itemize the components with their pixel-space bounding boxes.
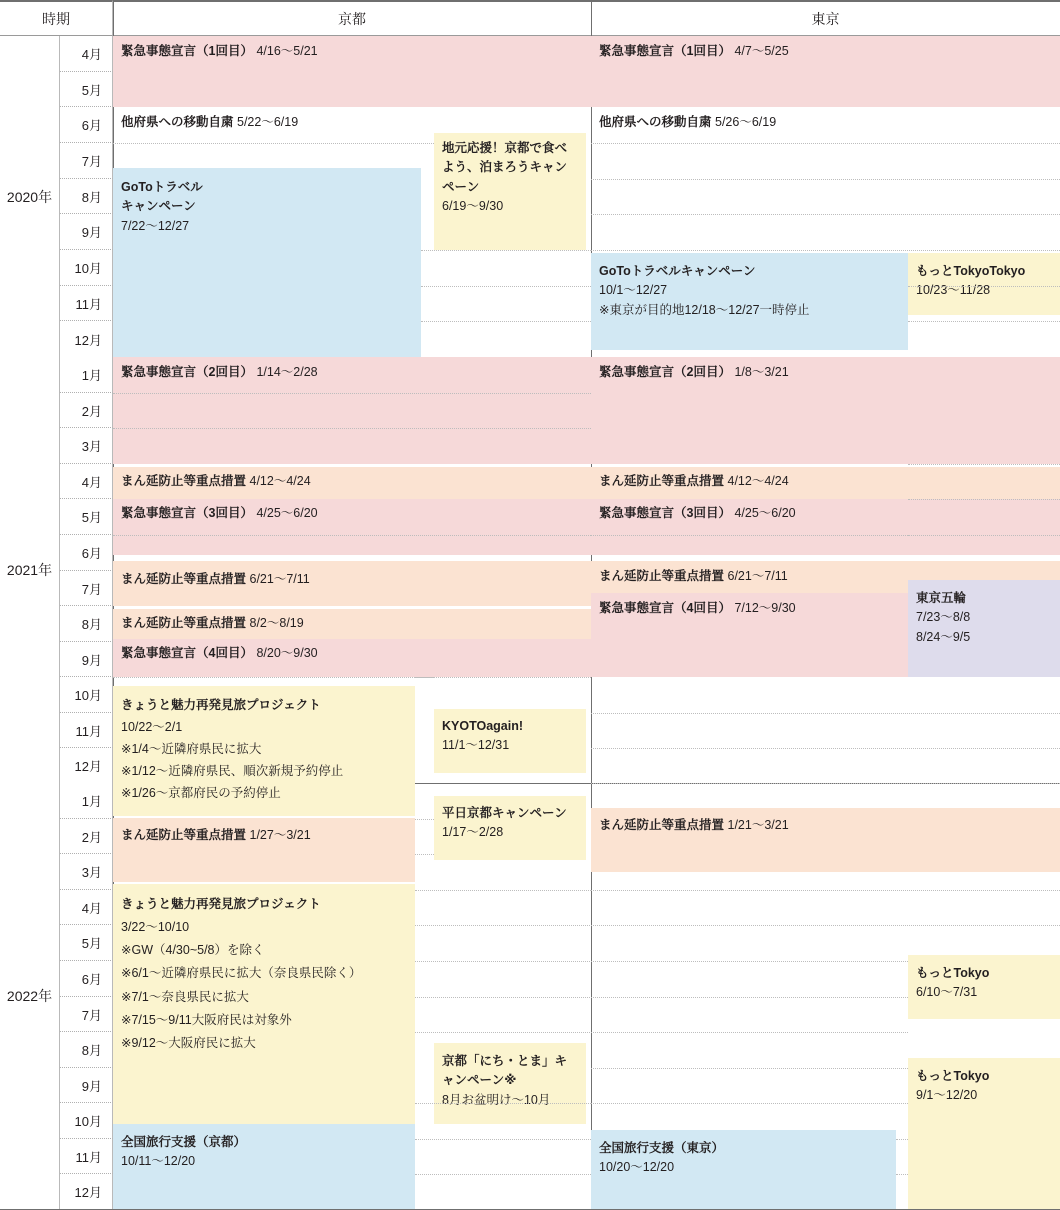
rowline-k-3 [421,321,591,322]
tokyo-event-emergency-1-detail: 4/7〜5/25 [734,44,789,58]
kyoto-event-emergency-1 [113,36,591,107]
kyoto-event-nichi-toma-detail: 8月お盆明け〜10月 [442,1092,551,1107]
rowline-t-6 [908,321,1060,322]
kyoto-event-local-support [434,133,586,250]
rowline-21-10 [113,677,591,678]
kyoto-event-miryoku-saihakken-2-note5: ※9/12〜大阪府民に拡大 [121,1035,256,1050]
rowline-t-2 [591,179,1060,180]
tokyo-event-olympics [908,580,1060,677]
month-2022-6: 6月 [60,961,113,997]
rowline-22-4b [591,890,1060,891]
kyoto-event-emergency-3-title: 緊急事態宣言（3回目） [121,506,253,520]
kyoto-event-emergency-2-detail: 1/14〜2/28 [256,365,318,379]
kyoto-event-zenkoku-shien [113,1124,415,1209]
year-label-2020: 2020年 [0,36,60,357]
kyoto-event-emergency-3 [113,499,591,555]
kyoto-event-emergency-2 [113,357,591,464]
tokyo-event-goto-travel-title: GoToトラベルキャンペーン [599,264,756,278]
kyoto-event-emergency-4-detail: 8/20〜9/30 [256,646,318,660]
tokyo-event-travel-restraint-title: 他府県への移動自粛 [599,115,712,129]
month-2020-5: 5月 [60,72,113,107]
kyoto-event-manbou-3 [113,609,591,639]
kyoto-event-heijitsu-kyoto [434,796,586,860]
rowline-21-11 [591,713,1060,714]
month-2022-9: 9月 [60,1068,113,1103]
tokyo-event-motto-tokyo-2-detail: 9/1〜12/20 [916,1088,978,1103]
rowline-22-12b [896,1174,908,1175]
month-2021-7: 7月 [60,571,113,606]
month-2020-4: 4月 [60,36,113,72]
kyoto-event-zenkoku-shien-title: 全国旅行支援（京都） [121,1135,247,1149]
rowline-22-5 [415,925,1060,926]
kyoto-event-heijitsu-kyoto-detail: 1/17〜2/28 [442,825,504,840]
year-label-2022: 2022年 [0,783,60,1209]
rowline-21-3 [113,428,591,429]
kyoto-event-goto-travel-detail: 7/22〜12/27 [121,218,190,233]
kyoto-event-zenkoku-shien-detail: 10/11〜12/20 [121,1154,196,1169]
rowline-22-10 [415,1103,591,1104]
month-2020-12: 12月 [60,321,113,357]
rowline-22-12 [415,1174,591,1175]
kyoto-event-manbou-4 [113,818,415,882]
tokyo-event-emergency-1 [591,36,1060,107]
header-tokyo: 東京 [591,0,1060,36]
tokyo-event-motto-tokyo-1-detail: 6/10〜7/31 [916,985,978,1000]
month-2022-3: 3月 [60,854,113,890]
rowline-21-10b [415,677,434,678]
kyoto-event-miryoku-saihakken-1-title: きょうと魅力再発見旅プロジェクト [121,698,321,712]
tokyo-event-emergency-2-detail: 1/8〜3/21 [734,365,789,379]
kyoto-event-manbou-2-title: まん延防止等重点措置 [121,572,247,586]
month-2022-5: 5月 [60,925,113,961]
kyoto-event-emergency-4-title: 緊急事態宣言（4回目） [121,646,253,660]
kyoto-event-goto-travel-title: GoToトラベル [121,180,203,194]
month-2022-12: 12月 [60,1174,113,1209]
rowline-21-6 [113,535,591,536]
kyoto-event-heijitsu-kyoto-title: 平日京都キャンペーン [442,806,567,820]
month-2021-1: 1月 [60,357,113,393]
kyoto-event-miryoku-saihakken-2 [113,884,415,1124]
month-2022-7: 7月 [60,997,113,1032]
kyoto-event-travel-restraint-detail: 5/22〜6/19 [237,115,299,129]
kyoto-event-emergency-1-detail: 4/16〜5/21 [256,44,318,58]
rowline-22-10b [591,1103,908,1104]
tokyo-event-emergency-2-title: 緊急事態宣言（2回目） [599,365,731,379]
month-2021-6: 6月 [60,535,113,571]
kyoto-event-miryoku-saihakken-1-note2: ※1/12〜近隣府県民、順次新規予約停止 [121,763,344,778]
kyoto-event-miryoku-saihakken-1-note3: ※1/26〜京都府民の予約停止 [121,785,281,800]
month-2021-12: 12月 [60,748,113,783]
kyoto-event-manbou-1 [113,467,591,499]
rowline-22-11b [896,1139,908,1140]
tokyo-event-motto-tokyo-tokyo-detail: 10/23〜11/28 [916,283,991,298]
tokyo-event-emergency-4-detail: 7/12〜9/30 [734,601,796,615]
kyoto-event-miryoku-saihakken-2-note2: ※6/1〜近隣府県民に拡大（奈良県民除く） [121,966,362,981]
tokyo-event-olympics-detail: 7/23〜8/8 [916,610,971,625]
tokyo-event-motto-tokyo-tokyo-title: もっとTokyoTokyo [916,264,1026,278]
tokyo-event-emergency-4-title: 緊急事態宣言（4回目） [599,601,731,615]
rowline-k-2 [421,286,591,287]
month-2022-10: 10月 [60,1103,113,1139]
rowline-21-12 [591,748,1060,749]
kyoto-event-miryoku-saihakken-1-detail: 10/22〜2/1 [121,719,183,734]
kyoto-event-manbou-3-title: まん延防止等重点措置 [121,616,247,630]
rowline-22-8 [415,1032,908,1033]
month-2021-9: 9月 [60,642,113,677]
rowline-21-2 [113,393,591,394]
kyoto-event-travel-restraint-title: 他府県への移動自粛 [121,115,234,129]
rowline-t-3 [591,214,1060,215]
tokyo-event-travel-restraint [591,107,1060,143]
tokyo-event-emergency-3-detail: 4/25〜6/20 [734,506,796,520]
rowline-21-6r [908,535,1060,536]
kyoto-event-local-support-detail: 6/19〜9/30 [442,199,504,214]
rowline-22-7 [415,997,908,998]
header-kyoto: 京都 [113,0,591,36]
kyoto-event-manbou-1-title: まん延防止等重点措置 [121,474,247,488]
tokyo-event-manbou-2-detail: 6/21〜7/11 [727,569,788,583]
kyoto-event-emergency-3-detail: 4/25〜6/20 [256,506,318,520]
rowline-t-1 [591,143,1060,144]
rowline-k-4 [113,143,434,144]
tokyo-event-zenkoku-shien [591,1130,896,1209]
year-label-2021: 2021年 [0,357,60,783]
tokyo-event-manbou-1-detail: 4/12〜4/24 [727,474,789,488]
month-2022-11: 11月 [60,1139,113,1174]
month-2020-9: 9月 [60,214,113,250]
tokyo-event-emergency-2 [591,357,1060,464]
month-2022-4: 4月 [60,890,113,925]
tokyo-event-emergency-1-title: 緊急事態宣言（1回目） [599,44,731,58]
kyoto-event-miryoku-saihakken-2-note1: ※GW（4/30~5/8）を除く [121,943,265,958]
tokyo-event-goto-travel-note1: ※東京が目的地12/18〜12/27一時停止 [599,302,810,317]
tokyo-event-travel-restraint-detail: 5/26〜6/19 [715,115,777,129]
month-2020-8: 8月 [60,179,113,214]
tokyo-event-motto-tokyo-tokyo [908,253,1060,315]
month-2021-5: 5月 [60,499,113,535]
kyoto-event-manbou-2-detail: 6/21〜7/11 [249,572,310,586]
kyoto-event-miryoku-saihakken-2-note4: ※7/15〜9/11大阪府民は対象外 [121,1012,292,1027]
tokyo-event-olympics-title: 東京五輪 [916,591,967,605]
tokyo-event-motto-tokyo-1 [908,955,1060,1019]
kyoto-event-kyoto-again [434,709,586,773]
kyoto-event-miryoku-saihakken-2-detail: 3/22〜10/10 [121,920,190,935]
kyoto-event-manbou-3-detail: 8/2〜8/19 [249,616,304,630]
month-2021-11: 11月 [60,713,113,748]
tokyo-event-manbou-3-detail: 1/21〜3/21 [727,818,789,832]
kyoto-event-goto-travel [113,168,421,357]
tokyo-event-zenkoku-shien-title: 全国旅行支援（東京） [599,1141,725,1155]
tokyo-event-motto-tokyo-2 [908,1058,1060,1209]
rowline-t-4 [591,250,1060,251]
month-2020-10: 10月 [60,250,113,286]
rowline-22-3 [415,854,434,855]
month-2022-2: 2月 [60,819,113,854]
kyoto-event-goto-travel-title2: キャンペーン [121,199,196,214]
rowline-k-1 [421,250,591,251]
tokyo-event-goto-travel [591,253,908,350]
tokyo-event-manbou-3 [591,808,1060,872]
month-2020-11: 11月 [60,286,113,321]
rowline-22-1 [591,783,1060,784]
tokyo-event-manbou-1-title: まん延防止等重点措置 [599,474,725,488]
rowline-21-5r [908,499,1060,500]
month-2020-6: 6月 [60,107,113,143]
tokyo-event-olympics-detail2: 8/24〜9/5 [916,629,971,644]
tokyo-event-goto-travel-detail: 10/1〜12/27 [599,283,668,298]
rowline-t-5 [908,286,1060,287]
rowline-21-4r [908,464,1060,465]
kyoto-event-emergency-1-title: 緊急事態宣言（1回目） [121,44,253,58]
rowline-22-4 [415,890,591,891]
tokyo-event-zenkoku-shien-detail: 10/20〜12/20 [599,1160,675,1175]
kyoto-event-emergency-4 [113,639,591,677]
rowline-22-11 [415,1139,591,1140]
month-2022-1: 1月 [60,783,113,819]
rowline-22-6 [415,961,908,962]
kyoto-event-nichi-toma-title: 京都「にち・とま」キャンペーン※ [442,1054,568,1088]
kyoto-event-nichi-toma [434,1043,586,1124]
month-2022-8: 8月 [60,1032,113,1068]
kyoto-event-kyoto-again-detail: 11/1〜12/31 [442,738,510,753]
kyoto-event-local-support-title: 地元応援！京都で食べよう、泊まろうキャンペーン [442,141,568,194]
tokyo-event-manbou-3-title: まん延防止等重点措置 [599,818,725,832]
tokyo-event-motto-tokyo-1-title: もっとTokyo [916,966,990,980]
tokyo-event-emergency-3 [591,499,1060,555]
month-2021-3: 3月 [60,428,113,464]
kyoto-event-miryoku-saihakken-1 [113,686,415,816]
month-2021-2: 2月 [60,393,113,428]
kyoto-event-kyoto-again-title: KYOTOagain! [442,719,524,733]
month-2020-7: 7月 [60,143,113,179]
kyoto-event-miryoku-saihakken-2-title: きょうと魅力再発見旅プロジェクト [121,897,321,911]
header-period: 時期 [0,0,113,36]
tokyo-event-emergency-3-title: 緊急事態宣言（3回目） [599,506,731,520]
tokyo-event-manbou-2-title: まん延防止等重点措置 [599,569,725,583]
tokyo-event-manbou-1 [591,467,1060,499]
kyoto-event-manbou-4-detail: 1/27〜3/21 [249,828,311,842]
kyoto-event-manbou-4-title: まん延防止等重点措置 [121,828,247,842]
tokyo-event-motto-tokyo-2-title: もっとTokyo [916,1069,990,1083]
month-2021-10: 10月 [60,677,113,713]
month-2021-4: 4月 [60,464,113,499]
rowline-22-2 [415,819,434,820]
kyoto-event-manbou-1-detail: 4/12〜4/24 [249,474,311,488]
kyoto-event-manbou-2 [113,561,591,606]
kyoto-event-miryoku-saihakken-1-note1: ※1/4〜近隣府県民に拡大 [121,741,262,756]
kyoto-event-emergency-2-title: 緊急事態宣言（2回目） [121,365,253,379]
kyoto-event-miryoku-saihakken-2-note3: ※7/1〜奈良県民に拡大 [121,989,249,1004]
month-2021-8: 8月 [60,606,113,642]
rowline-22-9 [591,1068,908,1069]
